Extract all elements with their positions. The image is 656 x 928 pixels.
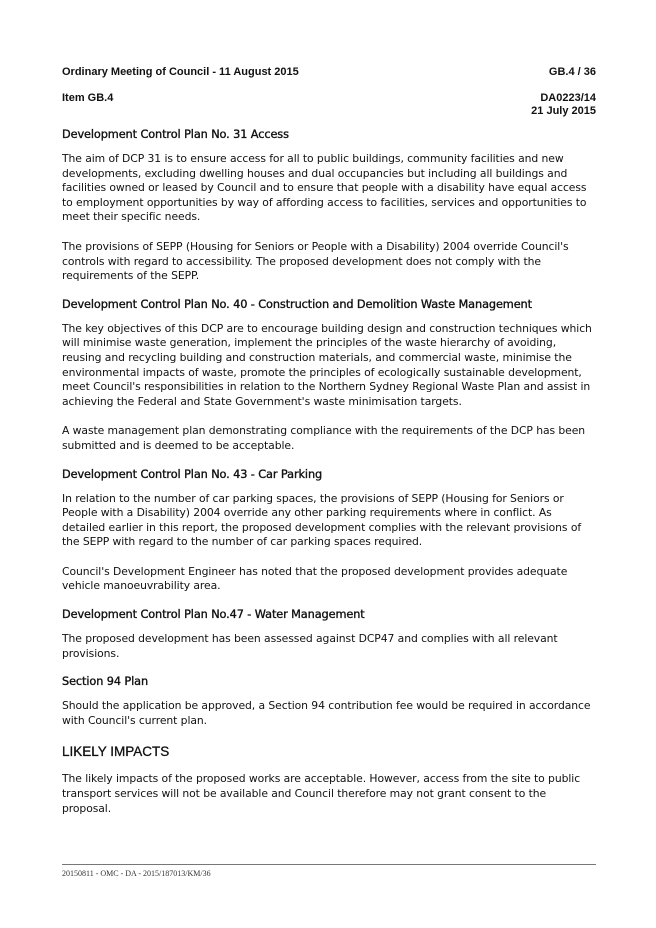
paragraph-likely-impacts: The likely impacts of the proposed works are acceptable. However, access from the site to public transport services will not be available and Council therefore may not grant consent to the proposal. xyxy=(62,772,581,815)
document-body xyxy=(62,128,596,816)
paragraph-dcp43-parking: In relation to the number of car parking spaces, the provisions of SEPP (Housing for Seniors or People with a Disability) 2004 override any other parking requirements where in conflict. As detailed earlier in this report, the proposed development complies with the relevant provisions of the SEPP with regard to the number of car parking spaces required. xyxy=(62,491,582,549)
section-heading-dcp43: Development Control Plan No. 43 - Car Parking xyxy=(62,467,323,481)
section-heading-dcp40: Development Control Plan No. 40 - Construction and Demolition Waste Management xyxy=(62,297,532,311)
da-reference xyxy=(531,92,596,118)
likely-impacts-heading: LIKELY IMPACTS xyxy=(62,744,170,760)
paragraph-dcp31-sepp: The provisions of SEPP (Housing for Seniors or People with a Disability) 2004 override Council's controls with regard to accessibility. The proposed development does not comply with the requirements of the SEPP. xyxy=(62,239,569,283)
section-heading-dcp31: Development Control Plan No. 31 Access xyxy=(62,128,289,141)
paragraph-s94: Should the application be approved, a Section 94 contribution fee would be required in accordance with Council's current plan. xyxy=(62,699,591,727)
section-heading-dcp47: Development Control Plan No.47 - Water Management xyxy=(62,608,365,622)
footer-reference: 20150811 - OMC - DA - 2015/187013/KM/36 xyxy=(62,869,211,878)
footer-divider xyxy=(62,864,596,865)
paragraph-dcp31-aim: The aim of DCP 31 is to ensure access for all to public buildings, community facilities and new developments, excluding dwelling houses and dual occupancies but including all buildings and facilities owned or leased by Council and to ensure that people with a disability have equal access to employment opportunities by way of affording access to facilities, services and opportunities to meet their specific needs. xyxy=(62,152,587,224)
section-heading-s94: Section 94 Plan xyxy=(62,675,149,689)
page-reference: GB.4 / 36 xyxy=(548,66,596,78)
item-number: Item GB.4 xyxy=(62,92,114,104)
paragraph-dcp40-objectives: The key objectives of this DCP are to encourage building design and construction techniques which will minimise waste generation, implement the principles of the waste hierarchy of avoiding, reusing and recycling building and construction materials, and commercial waste, minimise the environmental impacts of waste, promote the principles of ecologically sustainable development, meet Council's responsibilities in relation to the Northern Sydney Regional Waste Plan and assist in achieving the Federal and State Government's waste minimisation targets. xyxy=(62,321,592,408)
paragraph-dcp40-plan: A waste management plan demonstrating compliance with the requirements of the DCP has been submitted and is deemed to be acceptable. xyxy=(62,424,586,452)
meeting-title: Ordinary Meeting of Council - 11 August 2015 xyxy=(62,66,299,78)
paragraph-dcp47: The proposed development has been assessed against DCP47 and complies with all relevant provisions. xyxy=(62,632,558,660)
paragraph-dcp43-engineer: Council's Development Engineer has noted that the proposed development provides adequate vehicle manoeuvrability area. xyxy=(62,564,568,593)
da-number: DA0223/14 xyxy=(540,92,596,104)
report-date: 21 July 2015 xyxy=(531,105,596,117)
